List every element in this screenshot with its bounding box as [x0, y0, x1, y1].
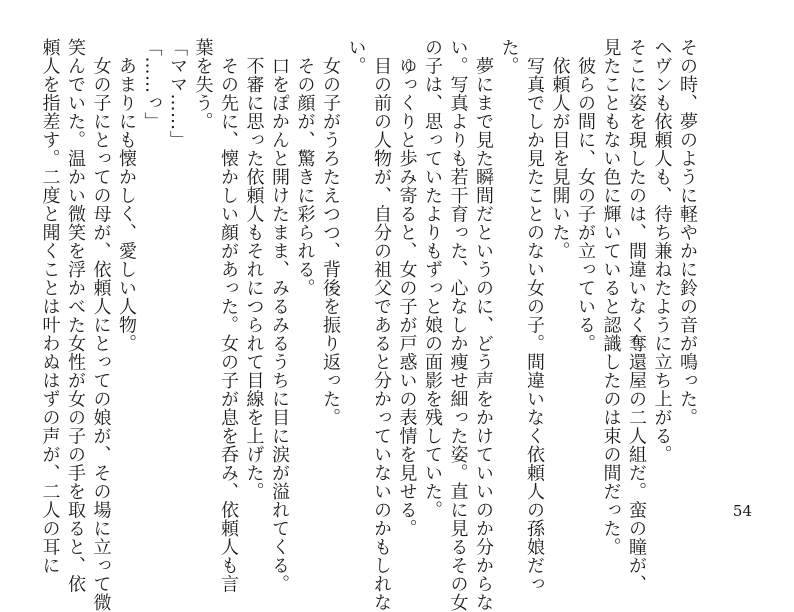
page-number: 54 [732, 502, 752, 520]
text-line: 口をぽかんと開けたまま、みるみるうちに目に涙が溢れてくる。 [269, 38, 290, 593]
text-line: 「ママ……」 [167, 38, 188, 149]
text-line: 依頼人が目を見開いた。 [549, 38, 571, 260]
text-line: あまりにも懐かしく、愛しい人物。 [116, 38, 137, 353]
text-line: 頼人を指差す。二度と聞くことは叶わぬはずの声が、二人の耳に [39, 38, 61, 575]
text-line: 「……っ」 [141, 38, 163, 131]
text-line: 女の子がうろたえつつ、背後を振り返った。 [320, 38, 341, 427]
text-line: その時、夢のように軽やかに鈴の音が鳴った。 [677, 38, 698, 427]
vertical-body-text [39, 38, 700, 612]
text-line: その先に、懐かしい顔があった。女の子が息を呑み、依頼人も言 [218, 38, 239, 593]
text-line: た。 [498, 38, 520, 75]
text-line: い。 [345, 38, 367, 75]
text-line: の子は、思っていたよりもずっと娘の面影を残していた。 [422, 38, 443, 519]
text-line: 見たこともない色に輝いていると認識したのは束の間だった。 [600, 38, 622, 556]
text-line: 写真でしか見たことのない女の子。間違いなく依頼人の孫娘だっ [524, 38, 545, 593]
text-line: 彼らの間に、女の子が立っている。 [575, 38, 596, 353]
text-line: 夢にまで見た瞬間だというのに、どう声をかけていいのか分からな [473, 38, 494, 612]
text-line: い。写真よりも若干育った、心なしか痩せ細った姿。直に見るその女 [447, 38, 469, 612]
text-line: その顔が、驚きに彩られる。 [294, 38, 316, 297]
text-line: ヘヴンも依頼人も、待ち兼ねたように立ち上がる。 [651, 38, 673, 464]
text-line: 葉を失う。 [192, 38, 214, 131]
text-line: ゆっくりと歩み寄ると、女の子が戸惑いの表情を見せる。 [396, 38, 418, 538]
text-line: 不審に思った依頼人もそれにつられて目線を上げた。 [243, 38, 265, 501]
text-line: 女の子にとっての母が、依頼人にとっての娘が、その場に立って微 [90, 38, 112, 612]
text-line: そこに姿を現したのは、間違いなく奪還屋の二人組だ。蛮の瞳が、 [626, 38, 647, 593]
text-line: 目の前の人物が、自分の祖父であると分かっていないのかもしれな [371, 38, 392, 612]
text-line: 笑んでいた。温かい微笑を浮かべた女性が女の子の手を取ると、依 [65, 38, 86, 593]
